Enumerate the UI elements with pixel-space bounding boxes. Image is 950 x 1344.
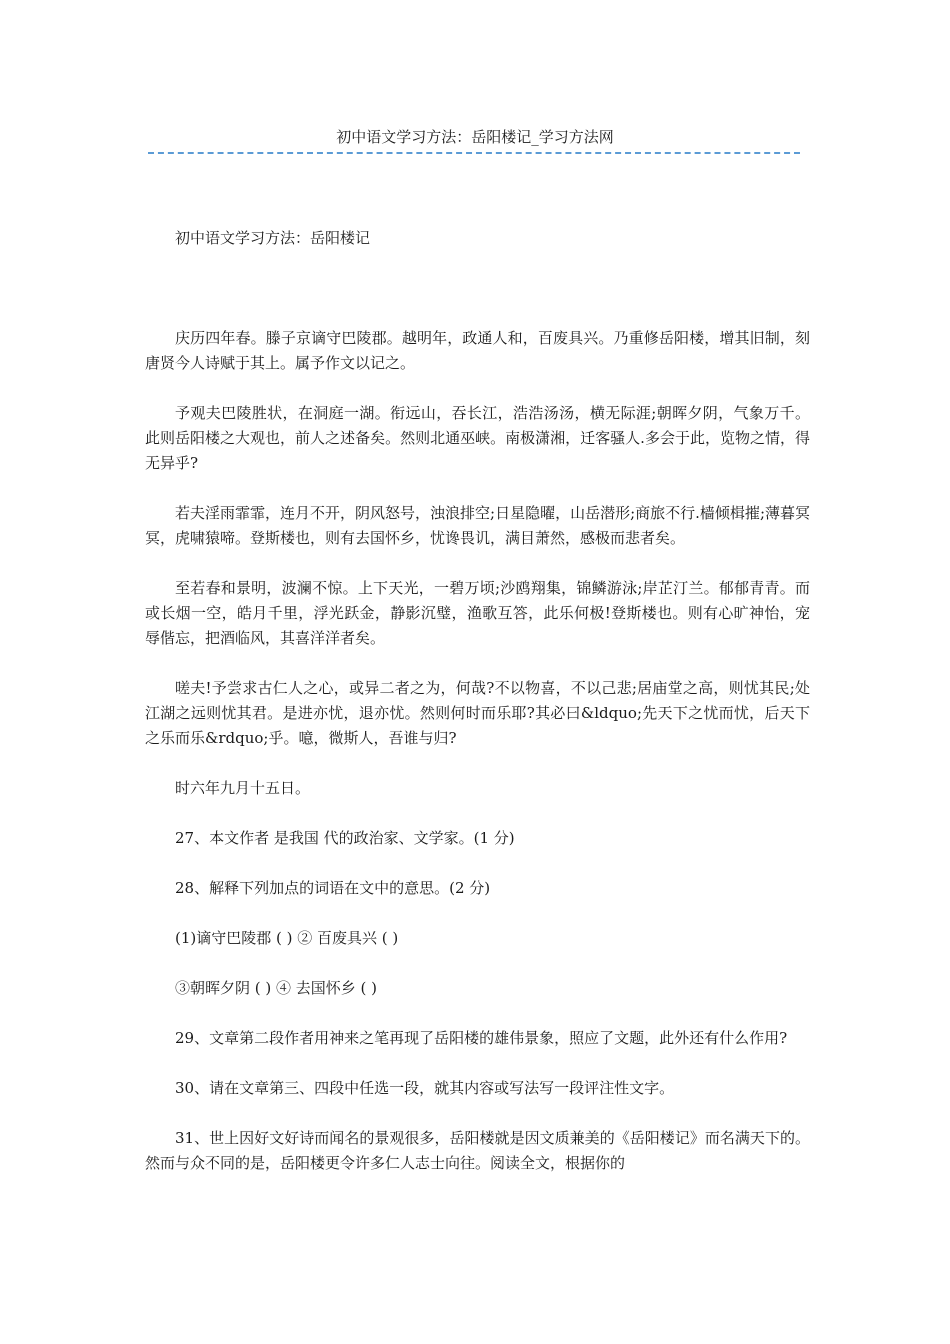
paragraph-date: 时六年九月十五日。 [175, 779, 311, 797]
question-28: 28、解释下列加点的词语在文中的意思。(2 分) [175, 879, 491, 897]
paragraph-5: 嗟夫!予尝求古仁人之心，或异二者之为，何哉?不以物喜，不以己悲;居庙堂之高，则忧其民;处江湖之远则忧其君。是进亦忧，退亦忧。然则何时而乐耶?其必曰&ldquo;先天下之忧而忧，后天下之乐而乐&rdquo;乎。噫，微斯人，吾谁与归? [145, 679, 810, 747]
question-28-items-a: (1)谪守巴陵郡 ( ) ② 百废具兴 ( ) [175, 929, 399, 947]
paragraph-3: 若夫淫雨霏霏，连月不开，阴风怒号，浊浪排空;日星隐曜，山岳潜形;商旅不行.樯倾楫摧;薄暮冥冥，虎啸猿啼。登斯楼也，则有去国怀乡，忧谗畏讥，满目萧然，感极而悲者矣。 [145, 504, 810, 547]
question-28-items-b: ③朝晖夕阴 ( ) ④ 去国怀乡 ( ) [175, 979, 378, 997]
paragraph-4: 至若春和景明，波澜不惊。上下天光，一碧万顷;沙鸥翔集，锦鳞游泳;岸芷汀兰。郁郁青青。而或长烟一空，皓月千里，浮光跃金，静影沉璧，渔歌互答，此乐何极!登斯楼也。则有心旷神怡，宠辱偕忘，把酒临风，其喜洋洋者矣。 [145, 579, 810, 647]
question-27: 27、本文作者 是我国 代的政治家、文学家。(1 分) [175, 829, 515, 847]
question-29: 29、文章第二段作者用神来之笔再现了岳阳楼的雄伟景象，照应了文题，此外还有什么作用? [175, 1029, 788, 1047]
question-30: 30、请在文章第三、四段中任选一段，就其内容或写法写一段评注性文字。 [175, 1079, 675, 1097]
question-31: 31、世上因好文好诗而闻名的景观很多，岳阳楼就是因文质兼美的《岳阳楼记》而名满天下的。然而与众不同的是，岳阳楼更令许多仁人志士向往。阅读全文，根据你的 [145, 1129, 810, 1172]
document-body [145, 226, 810, 1201]
header-dashed-rule [148, 152, 800, 154]
page-header-title: 初中语文学习方法：岳阳楼记_学习方法网 [336, 128, 614, 146]
paragraph-2: 予观夫巴陵胜状，在洞庭一湖。衔远山，吞长江，浩浩汤汤，横无际涯;朝晖夕阴，气象万千。此则岳阳楼之大观也，前人之述备矣。然则北通巫峡。南极潇湘，迁客骚人.多会于此，览物之情，得无异乎? [145, 404, 810, 472]
paragraph-1: 庆历四年春。滕子京谪守巴陵郡。越明年，政通人和，百废具兴。乃重修岳阳楼，增其旧制，刻唐贤今人诗赋于其上。属予作文以记之。 [145, 329, 810, 372]
document-subtitle: 初中语文学习方法：岳阳楼记 [175, 229, 371, 247]
